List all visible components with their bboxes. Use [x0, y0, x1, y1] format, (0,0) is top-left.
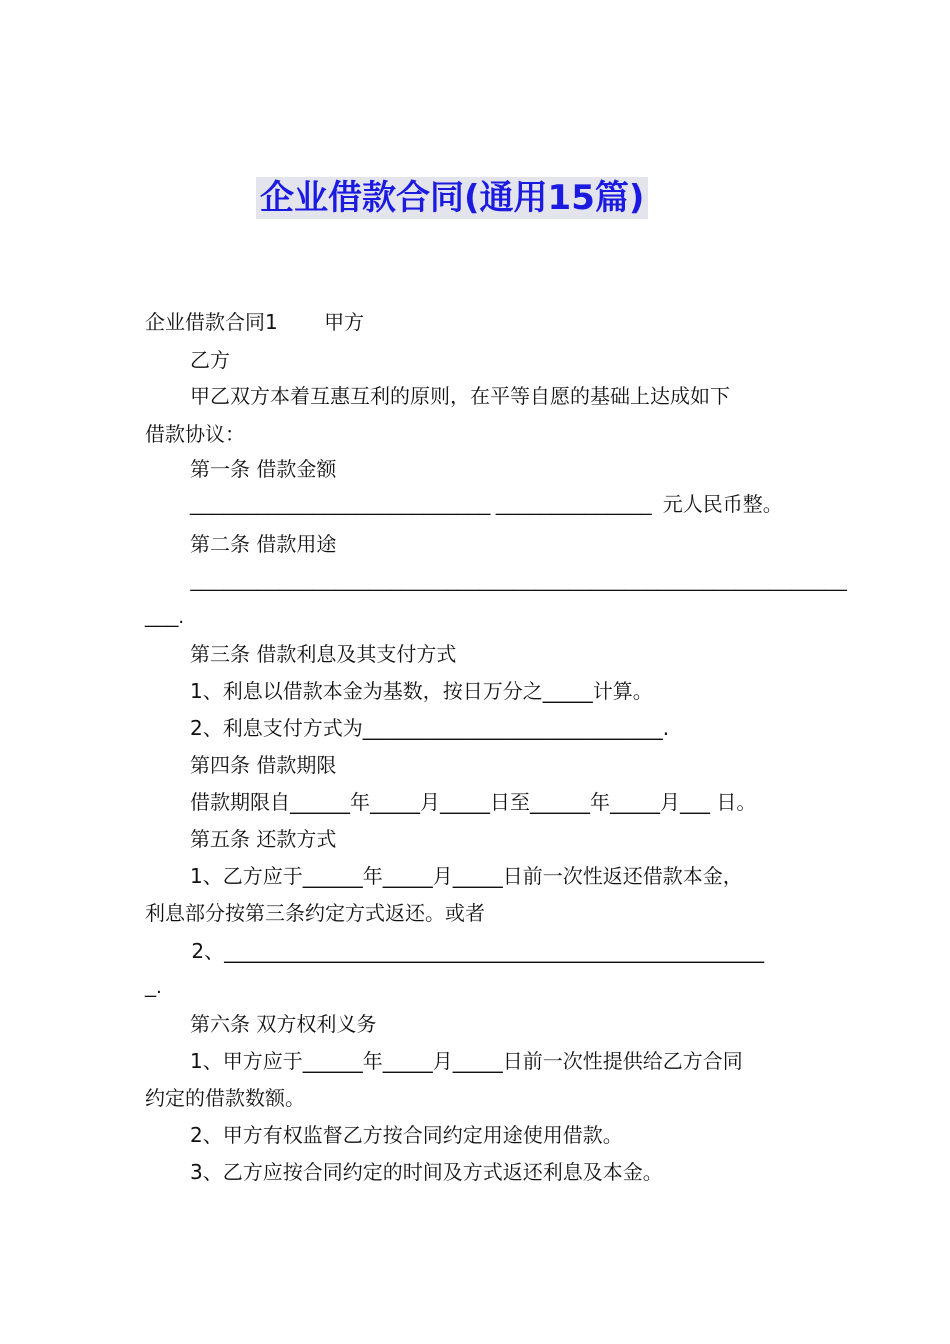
text-line: 利息部分按第三条约定方式返还。或者 — [145, 901, 485, 925]
text-line: 2、甲方有权监督乙方按合同约定用途使用借款。 — [190, 1123, 623, 1147]
section-heading: 第三条 借款利息及其支付方式 — [190, 642, 457, 666]
text-line: 企业借款合同1 甲方 — [145, 310, 365, 334]
text-line: ___________________________ ______________ 元人民币整。 — [190, 494, 783, 516]
section-heading: 第四条 借款期限 — [190, 753, 337, 777]
text-line: 借款协议： — [145, 422, 245, 446]
text-line: 1、甲方应于______年_____月_____日前一次性提供给乙方合同 — [190, 1049, 743, 1073]
text-line: 乙方 — [190, 348, 230, 372]
text-line: 约定的借款数额。 — [145, 1086, 305, 1110]
text-line: ___. — [145, 606, 184, 628]
text-line: 1、利息以借款本金为基数，按日万分之_____计算。 — [190, 679, 653, 703]
document-title: 企业借款合同(通用15篇) — [256, 177, 648, 219]
text-line: 2、______________________________________________________ — [185, 939, 765, 963]
section-heading: 第一条 借款金额 — [190, 457, 337, 481]
text-line: 借款期限自______年_____月_____日至______年_____月___ 日。 — [190, 790, 757, 814]
text-line: 3、乙方应按合同约定的时间及方式返还利息及本金。 — [190, 1160, 663, 1184]
text-line: 甲乙双方本着互惠互利的原则，在平等自愿的基础上达成如下 — [190, 384, 730, 408]
text-line: 2、利息支付方式为______________________________. — [190, 716, 670, 740]
text-line: ___________________________________________________________ — [185, 570, 847, 592]
text-line: 1、乙方应于______年_____月_____日前一次性返还借款本金， — [190, 864, 743, 888]
text-line: _. — [145, 976, 162, 998]
section-heading: 第二条 借款用途 — [190, 532, 337, 556]
section-heading: 第六条 双方权利义务 — [190, 1012, 377, 1036]
section-heading: 第五条 还款方式 — [190, 827, 337, 851]
